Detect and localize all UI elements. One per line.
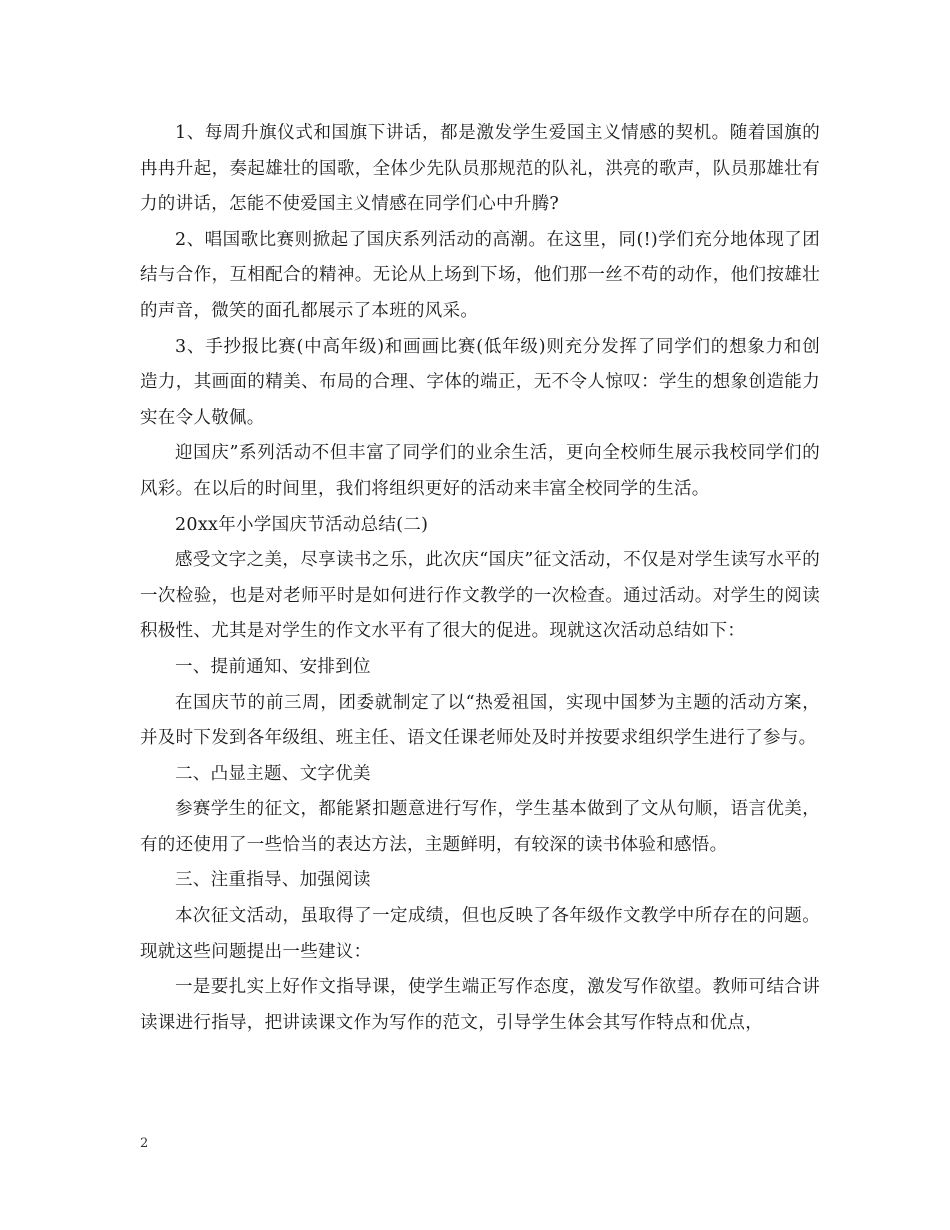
paragraph-essay-intro: 感受文字之美，尽享读书之乐，此次庆“国庆”征文活动，不仅是对学生读写水平的一次检验，也是对老师平时是如何进行作文教学的一次检查。通过活动。对学生的阅读积极性、尤其是对学生的作文水平有了很大的促进。现就这次活动总结如下： bbox=[140, 550, 820, 642]
paragraph-handwritten-newspaper: 3、手抄报比赛(中高年级)和画画比赛(低年级)则充分发挥了同学们的想象力和创造力，其画面的精美、布局的合理、字体的端正，无不令人惊叹：学生的想象创造能力实在令人敬佩。 bbox=[140, 336, 820, 428]
heading-advance-notice: 一、提前通知、安排到位 bbox=[175, 656, 371, 677]
paragraph-suggestion-one: 一是要扎实上好作文指导课，使学生端正写作态度，激发写作欲望。教师可结合讲读课进行指导，把讲读课文作为写作的范文，引导学生体会其写作特点和优点， bbox=[140, 977, 820, 1033]
document-body bbox=[140, 116, 820, 1041]
heading-guidance-reading: 三、注重指导、加强阅读 bbox=[175, 870, 371, 891]
paragraph-anthem-contest: 2、唱国歌比赛则掀起了国庆系列活动的高潮。在这里，同(!)学们充分地体现了团结与合作，互相配合的精神。无论从上场到下场，他们那一丝不苟的动作，他们按雄壮的声音，微笑的面孔都展示了本班的风采。 bbox=[140, 229, 820, 321]
paragraph-activity-summary: 迎国庆”系列活动不但丰富了同学们的业余生活，更向全校师生展示我校同学们的风彩。在以后的时间里，我们将组织更好的活动来丰富全校同学的生活。 bbox=[140, 443, 820, 499]
page-number: 2 bbox=[140, 1136, 149, 1151]
heading-theme-writing: 二、凸显主题、文字优美 bbox=[175, 763, 371, 784]
paragraph-flag-ceremony: 1、每周升旗仪式和国旗下讲话，都是激发学生爱国主义情感的契机。随着国旗的冉冉升起，奏起雄壮的国歌，全体少先队员那规范的队礼，洪亮的歌声，队员那雄壮有力的讲话，怎能不使爱国主义情感在同学们心中升腾? bbox=[140, 123, 820, 215]
paragraph-theme-writing: 参赛学生的征文，都能紧扣题意进行写作，学生基本做到了文从句顺，语言优美，有的还使用了一些恰当的表达方法，主题鲜明，有较深的读书体验和感悟。 bbox=[140, 799, 820, 855]
paragraph-guidance-reading: 本次征文活动，虽取得了一定成绩，但也反映了各年级作文教学中所存在的问题。现就这些问题提出一些建议： bbox=[140, 906, 820, 962]
paragraph-advance-notice: 在国庆节的前三周，团委就制定了以“热爱祖国，实现中国梦为主题的活动方案，并及时下发到各年级组、班主任、语文任课老师处及时并按要求组织学生进行了参与。 bbox=[140, 692, 820, 749]
section-title: 20xx年小学国庆节活动总结(二) bbox=[175, 514, 429, 535]
